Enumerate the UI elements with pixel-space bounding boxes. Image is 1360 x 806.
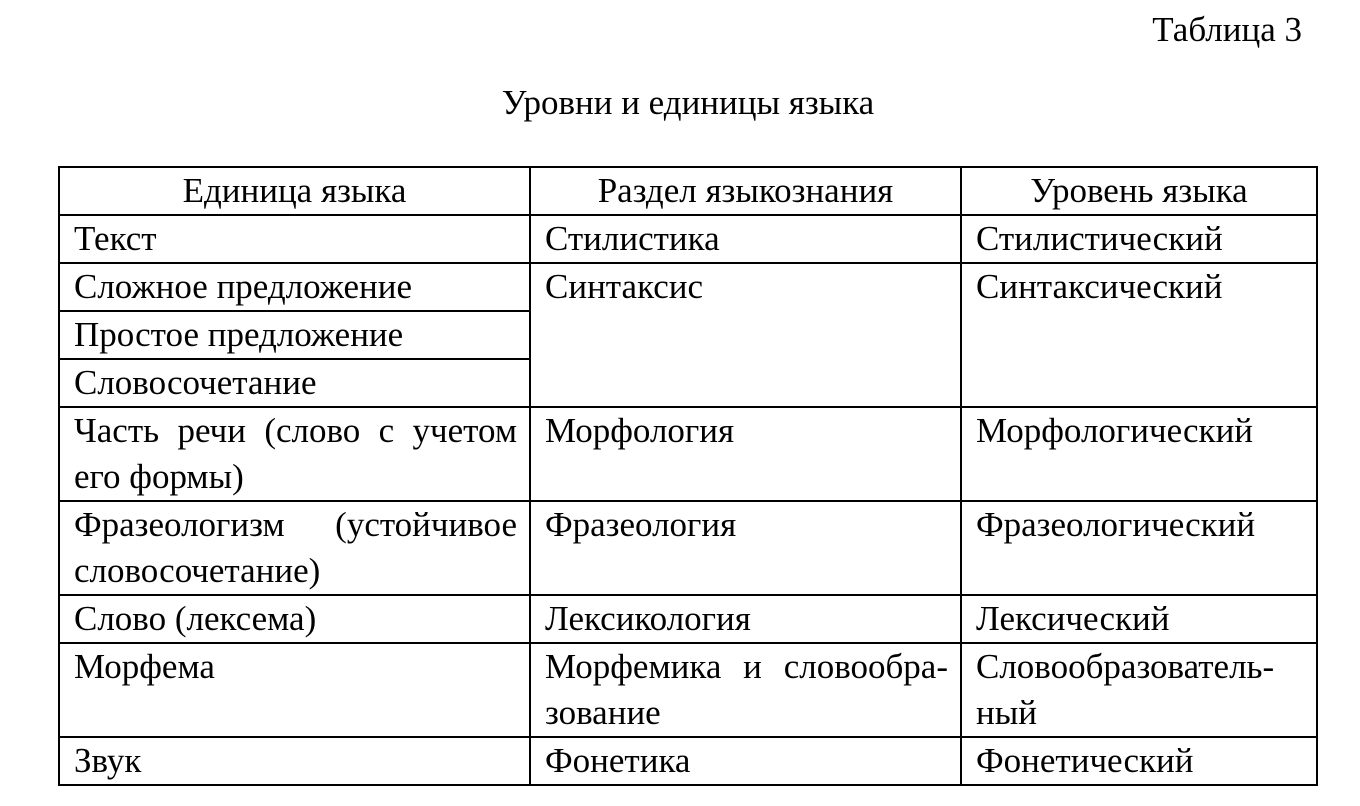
cell-section: Морфемика и словообра-зование bbox=[530, 643, 961, 737]
cell-level: Лексический bbox=[961, 595, 1317, 643]
cell-unit: Простое предложение bbox=[59, 311, 530, 359]
cell-section: Стилистика bbox=[530, 215, 961, 263]
cell-section: Синтаксис bbox=[530, 263, 961, 407]
cell-level: Стилистический bbox=[961, 215, 1317, 263]
cell-unit: Часть речи (слово с учетом его формы) bbox=[59, 407, 530, 501]
table-row bbox=[59, 643, 1317, 737]
cell-unit: Фразеологизм (устойчивое словосочетание) bbox=[59, 501, 530, 595]
cell-unit: Словосочетание bbox=[59, 359, 530, 407]
cell-unit: Сложное предложение bbox=[59, 263, 530, 311]
table-row bbox=[59, 595, 1317, 643]
cell-unit: Слово (лексема) bbox=[59, 595, 530, 643]
cell-level: Фразеологический bbox=[961, 501, 1317, 595]
header-level: Уровень языка bbox=[961, 167, 1317, 215]
cell-section: Фразеология bbox=[530, 501, 961, 595]
cell-section: Морфология bbox=[530, 407, 961, 501]
language-levels-table bbox=[58, 166, 1318, 786]
header-section: Раздел языкознания bbox=[530, 167, 961, 215]
header-unit: Единица языка bbox=[59, 167, 530, 215]
cell-level: Морфологический bbox=[961, 407, 1317, 501]
cell-section: Лексикология bbox=[530, 595, 961, 643]
cell-level: Словообразователь-ный bbox=[961, 643, 1317, 737]
cell-level: Синтаксический bbox=[961, 263, 1317, 407]
table-header-row bbox=[59, 167, 1317, 215]
table-row bbox=[59, 737, 1317, 785]
cell-level: Фонетический bbox=[961, 737, 1317, 785]
cell-unit: Морфема bbox=[59, 643, 530, 737]
cell-unit: Текст bbox=[59, 215, 530, 263]
cell-section: Фонетика bbox=[530, 737, 961, 785]
table-row bbox=[59, 501, 1317, 595]
table-row bbox=[59, 263, 1317, 311]
table-row bbox=[59, 407, 1317, 501]
table-row bbox=[59, 215, 1317, 263]
cell-unit: Звук bbox=[59, 737, 530, 785]
table-title: Уровни и единицы языка bbox=[501, 83, 875, 122]
table-number: Таблица 3 bbox=[1152, 10, 1302, 49]
